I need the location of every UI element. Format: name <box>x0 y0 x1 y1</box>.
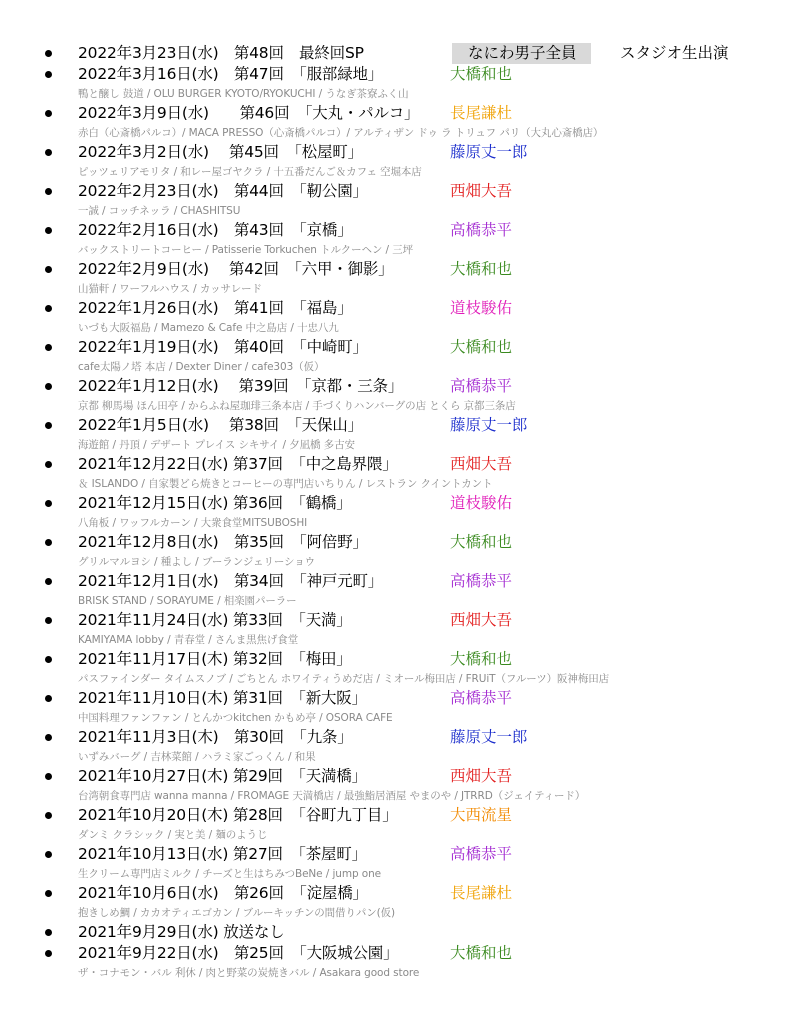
episode-line <box>0 883 794 904</box>
episode-entry <box>0 415 794 454</box>
episode-line <box>0 454 794 475</box>
episode-title: 2021年9月22日(水) 第25回 「大阪城公園」 <box>78 944 399 962</box>
host-name: 道枝駿佑 <box>450 494 513 512</box>
shop-list: 赤白（心斎橋パルコ）/ MACA PRESSO（心斎橋パルコ）/ アルティザン ドゥ ラ トリュフ パリ（大丸心斎橋店） <box>78 127 604 139</box>
shop-list: 八角板 / ワッフルカーン / 大衆食堂MITSUBOSHI <box>78 517 308 529</box>
bullet-icon <box>45 695 52 702</box>
shop-list: パスファインダー タイムスノブ / ごちとん ホワイティうめだ店 / ミオール梅田店 / FRUiT（フルーツ）阪神梅田店 <box>78 673 610 685</box>
shop-list: ザ・コナモン・バル 利休 / 肉と野菜の炭焼きバル / Asakara good store <box>78 967 420 979</box>
bullet-icon <box>45 929 52 936</box>
episode-line <box>0 220 794 241</box>
bullet-icon <box>45 149 52 156</box>
shop-list: 鴨と醸し 鼓道 / OLU BURGER KYOTO/RYOKUCHI / うなぎ茶寮ふく山 <box>78 88 409 100</box>
bullet-icon <box>45 950 52 957</box>
episode-title: 2021年10月6日(水) 第26回 「淀屋橋」 <box>78 884 368 902</box>
episode-line <box>0 142 794 163</box>
episode-line <box>0 103 794 124</box>
episode-line <box>0 532 794 553</box>
episode-entry <box>0 805 794 844</box>
episode-entry <box>0 532 794 571</box>
episode-line <box>0 571 794 592</box>
episode-line <box>0 727 794 748</box>
episode-entry <box>0 298 794 337</box>
host-name: 藤原丈一郎 <box>450 416 528 434</box>
bullet-icon <box>45 539 52 546</box>
episode-entry <box>0 142 794 181</box>
shop-list: 抱きしめ鯛 / カカオティエゴカン / ブルーキッチンの間借りパン(仮) <box>78 907 396 919</box>
episode-line <box>0 922 794 943</box>
host-name: なにわ男子全員 <box>452 43 591 64</box>
shop-list: ダンミ クラシック / 実と美 / 麺のようじ <box>78 829 268 841</box>
episode-entry <box>0 103 794 142</box>
episode-title: 2021年11月24日(水) 第33回 「天満」 <box>78 611 352 629</box>
host-name: 西畑大吾 <box>450 767 513 785</box>
episode-title: 2021年11月3日(木) 第30回 「九条」 <box>78 728 353 746</box>
episode-line <box>0 415 794 436</box>
shop-list: 京都 柳馬場 ほん田亭 / からふね屋珈琲三条本店 / 手づくりハンバーグの店 とくら 京都三条店 <box>78 400 516 412</box>
episode-title: 2022年1月5日(水) 第38回 「天保山」 <box>78 416 363 434</box>
host-name: 高橋恭平 <box>450 221 513 239</box>
host-name: 長尾謙杜 <box>450 104 513 122</box>
episode-entry <box>0 649 794 688</box>
episode-entry <box>0 64 794 103</box>
episode-entry <box>0 727 794 766</box>
bullet-icon <box>45 734 52 741</box>
host-name: 大橋和也 <box>450 338 513 356</box>
episode-entry <box>0 376 794 415</box>
bullet-icon <box>45 266 52 273</box>
episode-title: 2022年3月23日(水) 第48回 最終回SP <box>78 44 364 62</box>
shop-list: 生クリーム専門店ミルク / チーズと生はちみつBeNe / jump one <box>78 868 381 880</box>
shop-list: 海遊館 / 丹頂 / デザート プレイス シキサイ / 夕凪橋 多古安 <box>78 439 355 451</box>
episode-line <box>0 259 794 280</box>
host-name: 大橋和也 <box>450 650 513 668</box>
bullet-icon <box>45 656 52 663</box>
host-name: 道枝駿佑 <box>450 299 513 317</box>
episode-title: 2022年1月26日(水) 第41回 「福島」 <box>78 299 353 317</box>
episode-line <box>0 337 794 358</box>
episode-title: 2021年12月15日(水) 第36回 「鶴橋」 <box>78 494 352 512</box>
episode-note: スタジオ生出演 <box>620 44 729 62</box>
episode-title: 2021年10月13日(水) 第27回 「茶屋町」 <box>78 845 367 863</box>
episode-title: 2021年11月17日(木) 第32回 「梅田」 <box>78 650 352 668</box>
shop-list: 山猫軒 / ワーフルハウス / カッサレード <box>78 283 262 295</box>
shop-list: 一誠 / コッチネッラ / CHASHITSU <box>78 205 241 217</box>
shop-list: KAMIYAMA lobby / 青春堂 / さんま黒焦げ食堂 <box>78 634 299 646</box>
bullet-icon <box>45 812 52 819</box>
host-name: 大橋和也 <box>450 260 513 278</box>
bullet-icon <box>45 227 52 234</box>
episode-entry <box>0 220 794 259</box>
bullet-icon <box>45 305 52 312</box>
bullet-icon <box>45 851 52 858</box>
episode-entry <box>0 766 794 805</box>
host-name: 大橋和也 <box>450 65 513 83</box>
shop-list: グリルマルヨシ / 種よし / ブーランジェリーショウ <box>78 556 316 568</box>
episode-line <box>0 610 794 631</box>
host-name: 大橋和也 <box>450 944 513 962</box>
episode-line <box>0 298 794 319</box>
episode-entry <box>0 259 794 298</box>
shop-list: ＆ ISLANDO / 自家製どら焼きとコーヒーの専門店いちりん / レストラン クイントカント <box>78 478 493 490</box>
bullet-icon <box>45 461 52 468</box>
host-name: 大橋和也 <box>450 533 513 551</box>
host-name: 高橋恭平 <box>450 689 513 707</box>
episode-title: 2022年3月2日(水) 第45回 「松屋町」 <box>78 143 363 161</box>
episode-title: 2021年10月20日(木) 第28回 「谷町九丁目」 <box>78 806 398 824</box>
host-name: 藤原丈一郎 <box>450 728 528 746</box>
episode-title: 2022年1月12日(水) 第39回 「京都・三条」 <box>78 377 404 395</box>
episode-title: 2022年1月19日(水) 第40回 「中崎町」 <box>78 338 368 356</box>
host-name: 西畑大吾 <box>450 182 513 200</box>
episode-entry <box>0 571 794 610</box>
bullet-icon <box>45 500 52 507</box>
episode-line <box>0 649 794 670</box>
episode-entry <box>0 43 794 64</box>
episode-line <box>0 493 794 514</box>
host-name: 長尾謙杜 <box>450 884 513 902</box>
episode-entry <box>0 844 794 883</box>
host-name: 西畑大吾 <box>450 611 513 629</box>
shop-list: いずみバーグ / 吉林菜館 / ハラミ家ごっくん / 和果 <box>78 751 316 763</box>
bullet-icon <box>45 50 52 57</box>
episode-title: 2022年2月16日(水) 第43回 「京橋」 <box>78 221 353 239</box>
episode-line <box>0 805 794 826</box>
episode-title: 2022年3月9日(水) 第46回 「大丸・パルコ」 <box>78 104 420 122</box>
episode-title: 2021年12月1日(水) 第34回 「神戸元町」 <box>78 572 384 590</box>
episode-title: 2021年10月27日(木) 第29回 「天満橋」 <box>78 767 367 785</box>
host-name: 高橋恭平 <box>450 572 513 590</box>
episode-title: 2021年12月22日(水) 第37回 「中之島界隈」 <box>78 455 398 473</box>
episode-entry <box>0 454 794 493</box>
episode-title: 2021年12月8日(水) 第35回 「阿倍野」 <box>78 533 368 551</box>
episode-title: 2022年3月16日(水) 第47回 「服部緑地」 <box>78 65 384 83</box>
host-name: 高橋恭平 <box>450 845 513 863</box>
episode-list <box>0 43 794 982</box>
episode-line <box>0 766 794 787</box>
host-name: 大西流星 <box>450 806 513 824</box>
shop-list: 中国料理ファンファン / とんかつkitchen かもめ亭 / OSORA CAFE <box>78 712 393 724</box>
bullet-icon <box>45 383 52 390</box>
bullet-icon <box>45 110 52 117</box>
bullet-icon <box>45 188 52 195</box>
episode-title: 2022年2月23日(水) 第44回 「靭公園」 <box>78 182 368 200</box>
bullet-icon <box>45 890 52 897</box>
bullet-icon <box>45 578 52 585</box>
bullet-icon <box>45 422 52 429</box>
episode-line <box>0 376 794 397</box>
episode-entry <box>0 943 794 982</box>
episode-title: 2021年9月29日(水) 放送なし <box>78 923 285 941</box>
bullet-icon <box>45 344 52 351</box>
shop-list: ピッツェリアモリタ / 和レー屋ゴヤクラ / 十五番だんご＆カフェ 空堀本店 <box>78 166 422 178</box>
episode-entry <box>0 493 794 532</box>
host-name: 高橋恭平 <box>450 377 513 395</box>
episode-entry <box>0 688 794 727</box>
episode-title: 2022年2月9日(水) 第42回 「六甲・御影」 <box>78 260 394 278</box>
episode-entry <box>0 922 794 943</box>
bullet-icon <box>45 773 52 780</box>
host-name: 西畑大吾 <box>450 455 513 473</box>
episode-line <box>0 64 794 85</box>
episode-line <box>0 844 794 865</box>
episode-line <box>0 943 794 964</box>
shop-list: BRISK STAND / SORAYUME / 相楽園パーラー <box>78 595 297 607</box>
shop-list: いづも大阪福島 / Mamezo & Cafe 中之島店 / 十忠八九 <box>78 322 339 334</box>
episode-entry <box>0 883 794 922</box>
episode-line <box>0 43 794 64</box>
host-name: 藤原丈一郎 <box>450 143 528 161</box>
bullet-icon <box>45 71 52 78</box>
episode-title: 2021年11月10日(木) 第31回 「新大阪」 <box>78 689 367 707</box>
episode-entry <box>0 181 794 220</box>
shop-list: 台湾朝食専門店 wanna manna / FROMAGE 天満橋店 / 最強鮨居酒屋 やまのや / JTRRD（ジェイティード） <box>78 790 586 802</box>
shop-list: cafe太陽ノ塔 本店 / Dexter Diner / cafe303（仮） <box>78 361 325 373</box>
shop-list: バックストリートコーヒー / Patisserie Torkuchen トルクーヘン / 三坪 <box>78 244 413 256</box>
episode-entry <box>0 337 794 376</box>
episode-entry <box>0 610 794 649</box>
bullet-icon <box>45 617 52 624</box>
episode-line <box>0 181 794 202</box>
episode-line <box>0 688 794 709</box>
